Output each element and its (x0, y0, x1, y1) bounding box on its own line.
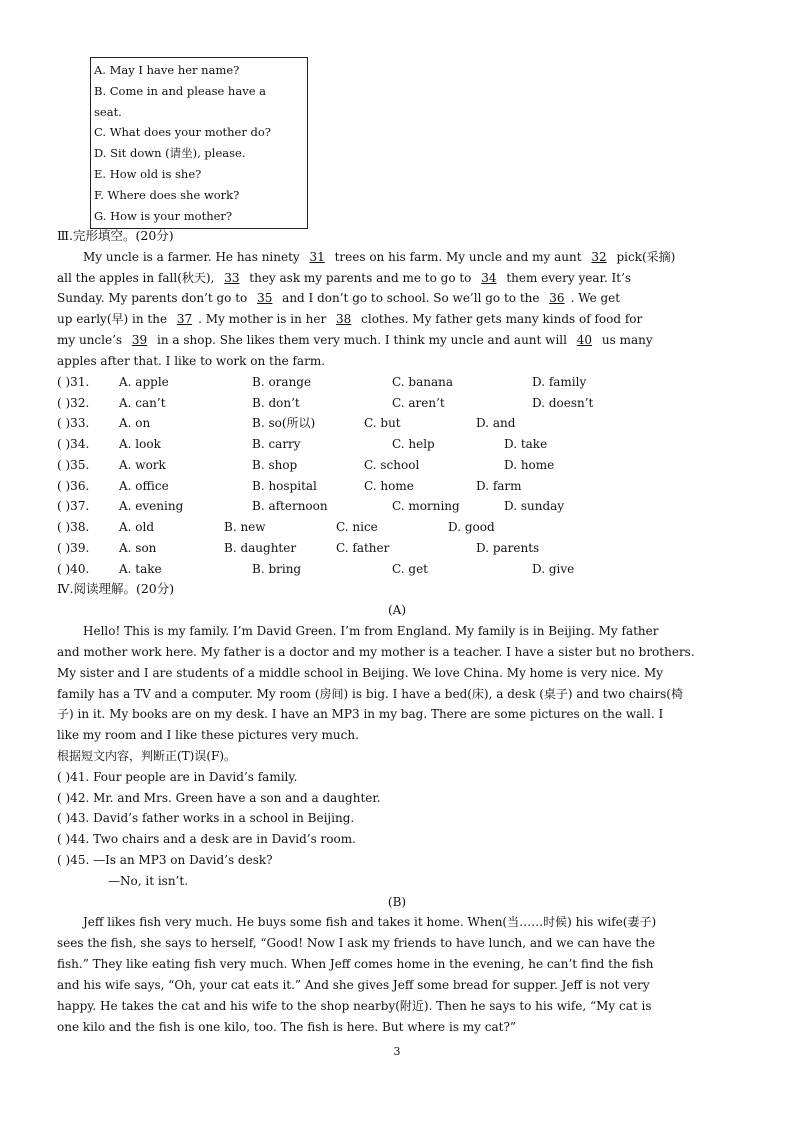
choice-b: B. daughter (224, 541, 297, 555)
tf-question: ( )42. Mr. and Mrs. Green have a son and a daughter. (57, 791, 381, 805)
reading-b-line: one kilo and the fish is one kilo, too. The fish is here. But where is my cat?” (57, 1020, 517, 1034)
choice-b: B. orange (252, 375, 312, 389)
cloze-blank: 32 (591, 250, 607, 264)
tf-question: ( )43. David’s father works in a school in Beijing. (57, 811, 355, 825)
cloze-blank: 36 (549, 291, 565, 305)
page-number: 3 (393, 1045, 401, 1058)
cloze-passage-line: up early(早) in the 37 . My mother is in her 38 clothes. My father gets many kinds of food for (57, 312, 643, 326)
choice-a: A. can’t (119, 396, 166, 410)
option-line: B. Come in and please have a (94, 83, 267, 98)
reading-a-line: Hello! This is my family. I’m David Green. I’m from England. My family is in Beijing. My father (83, 624, 659, 638)
choice-d: D. and (476, 416, 516, 430)
choice-d: D. give (532, 562, 575, 576)
question-number: ( )40. (57, 562, 90, 576)
reading-a-line: 子) in it. My books are on my desk. I have an MP3 in my bag. There are some pictures on the wall. I (57, 707, 664, 721)
choice-a: A. son (119, 541, 157, 555)
cloze-blank: 33 (224, 271, 240, 285)
choice-b: B. so(所以) (252, 416, 316, 430)
question-number: ( )37. (57, 499, 90, 513)
choice-c: C. banana (392, 375, 453, 389)
choice-d: D. farm (476, 479, 522, 493)
choice-a: A. on (119, 416, 151, 430)
section3-heading: Ⅲ.完形填空。(20分) (57, 228, 174, 243)
question-number: ( )39. (57, 541, 90, 555)
option-line: seat. (94, 104, 122, 119)
reading-b-line: happy. He takes the cat and his wife to the shop nearby(附近). Then he says to his wife, “My cat is (57, 999, 652, 1013)
tf-question-45-answer: —No, it isn’t. (108, 874, 189, 888)
question-number: ( )36. (57, 479, 90, 493)
reading-b-line: Jeff likes fish very much. He buys some fish and takes it home. When(当……时候) his wife(妻子) (83, 915, 657, 929)
option-line: A. May I have her name? (94, 63, 240, 77)
reading-b-line: sees the fish, she says to herself, “Good! Now I ask my friends to have lunch, and we can have the (57, 936, 656, 950)
choice-a: A. work (119, 458, 166, 472)
option-line: G. How is your mother? (94, 208, 233, 223)
part-b-label: (B) (387, 895, 407, 909)
reading-a-line: and mother work here. My father is a doctor and my mother is a teacher. I have a sister but no brothers. (57, 645, 695, 659)
cloze-blank: 34 (481, 271, 497, 285)
reading-a-line: My sister and I are students of a middle school in Beijing. We love China. My home is very nice. My (57, 666, 664, 680)
choice-a: A. apple (119, 375, 169, 389)
tf-instruction: 根据短文内容，判断正(T)误(F)。 (57, 749, 237, 763)
choice-b: B. carry (252, 437, 301, 451)
options-box (90, 57, 308, 229)
choice-a: A. take (119, 562, 162, 576)
choice-d: D. home (504, 458, 555, 472)
choice-d: D. take (504, 437, 548, 451)
option-line: C. What does your mother do? (94, 125, 271, 140)
tf-question: ( )44. Two chairs and a desk are in David’s room. (57, 832, 356, 846)
choice-b: B. bring (252, 562, 302, 576)
question-number: ( )35. (57, 458, 90, 472)
cloze-blank: 38 (336, 312, 352, 326)
tf-question: ( )45. —Is an MP3 on David’s desk? (57, 853, 273, 867)
choice-c: C. father (336, 541, 390, 555)
cloze-blank: 35 (257, 291, 273, 305)
choice-b: B. hospital (252, 479, 317, 493)
choice-a: A. evening (119, 499, 184, 513)
choice-d: D. parents (476, 541, 540, 555)
choice-b: B. shop (252, 458, 298, 472)
reading-b-line: fish.” They like eating fish very much. When Jeff comes home in the evening, he can’t find the fish (57, 957, 654, 971)
option-line: D. Sit down (请坐), please. (94, 146, 246, 161)
cloze-passage-line: my uncle’s 39 in a shop. She likes them very much. I think my uncle and aunt will 40 us many (57, 333, 653, 347)
cloze-passage-line: all the apples in fall(秋天), 33 they ask my parents and me to go to 34 them every year. It’s (57, 271, 632, 285)
choice-b: B. new (224, 520, 266, 534)
choice-c: C. morning (392, 499, 460, 513)
choice-c: C. nice (336, 520, 378, 534)
reading-a-line: like my room and I like these pictures very much. (57, 728, 359, 742)
option-line: E. How old is she? (94, 166, 202, 181)
cloze-passage-line: apples after that. I like to work on the farm. (57, 354, 326, 368)
choice-b: B. afternoon (252, 499, 328, 513)
choice-d: D. good (448, 520, 495, 534)
cloze-blank: 31 (309, 250, 325, 264)
cloze-blank: 37 (176, 312, 193, 326)
question-number: ( )38. (57, 520, 90, 534)
reading-a-line: family has a TV and a computer. My room (房间) is big. I have a bed(床), a desk (桌子) and two chairs(椅 (57, 687, 683, 701)
choice-c: C. help (392, 437, 435, 451)
cloze-blank: 39 (131, 333, 148, 347)
choice-c: C. home (364, 479, 414, 493)
cloze-passage-line: Sunday. My parents don’t go to 35 and I don’t go to school. So we’ll go to the 36 . We get (57, 291, 621, 305)
question-number: ( )31. (57, 375, 90, 389)
choice-d: D. doesn’t (532, 396, 594, 410)
cloze-blank: 40 (576, 333, 593, 347)
choice-b: B. don’t (252, 396, 300, 410)
question-number: ( )32. (57, 396, 90, 410)
tf-question: ( )41. Four people are in David’s family. (57, 770, 298, 784)
choice-a: A. look (119, 437, 161, 451)
choice-d: D. sunday (504, 499, 565, 513)
choice-c: C. but (364, 416, 401, 430)
part-a-label: (A) (387, 603, 407, 617)
choice-c: C. school (364, 458, 420, 472)
reading-b-line: and his wife says, “Oh, your cat eats it.” And she gives Jeff some bread for supper. Jeff is not very (57, 978, 650, 992)
choice-a: A. office (119, 479, 169, 493)
choice-a: A. old (119, 520, 155, 534)
choice-c: C. get (392, 562, 428, 576)
option-line: F. Where does she work? (94, 187, 240, 202)
question-number: ( )33. (57, 416, 90, 430)
cloze-passage-line: My uncle is a farmer. He has ninety 31 trees on his farm. My uncle and my aunt 32 pick(采摘) (83, 250, 676, 264)
question-number: ( )34. (57, 437, 90, 451)
section4-heading: Ⅳ.阅读理解。(20分) (57, 581, 175, 596)
choice-c: C. aren’t (392, 396, 445, 410)
choice-d: D. family (532, 375, 587, 389)
